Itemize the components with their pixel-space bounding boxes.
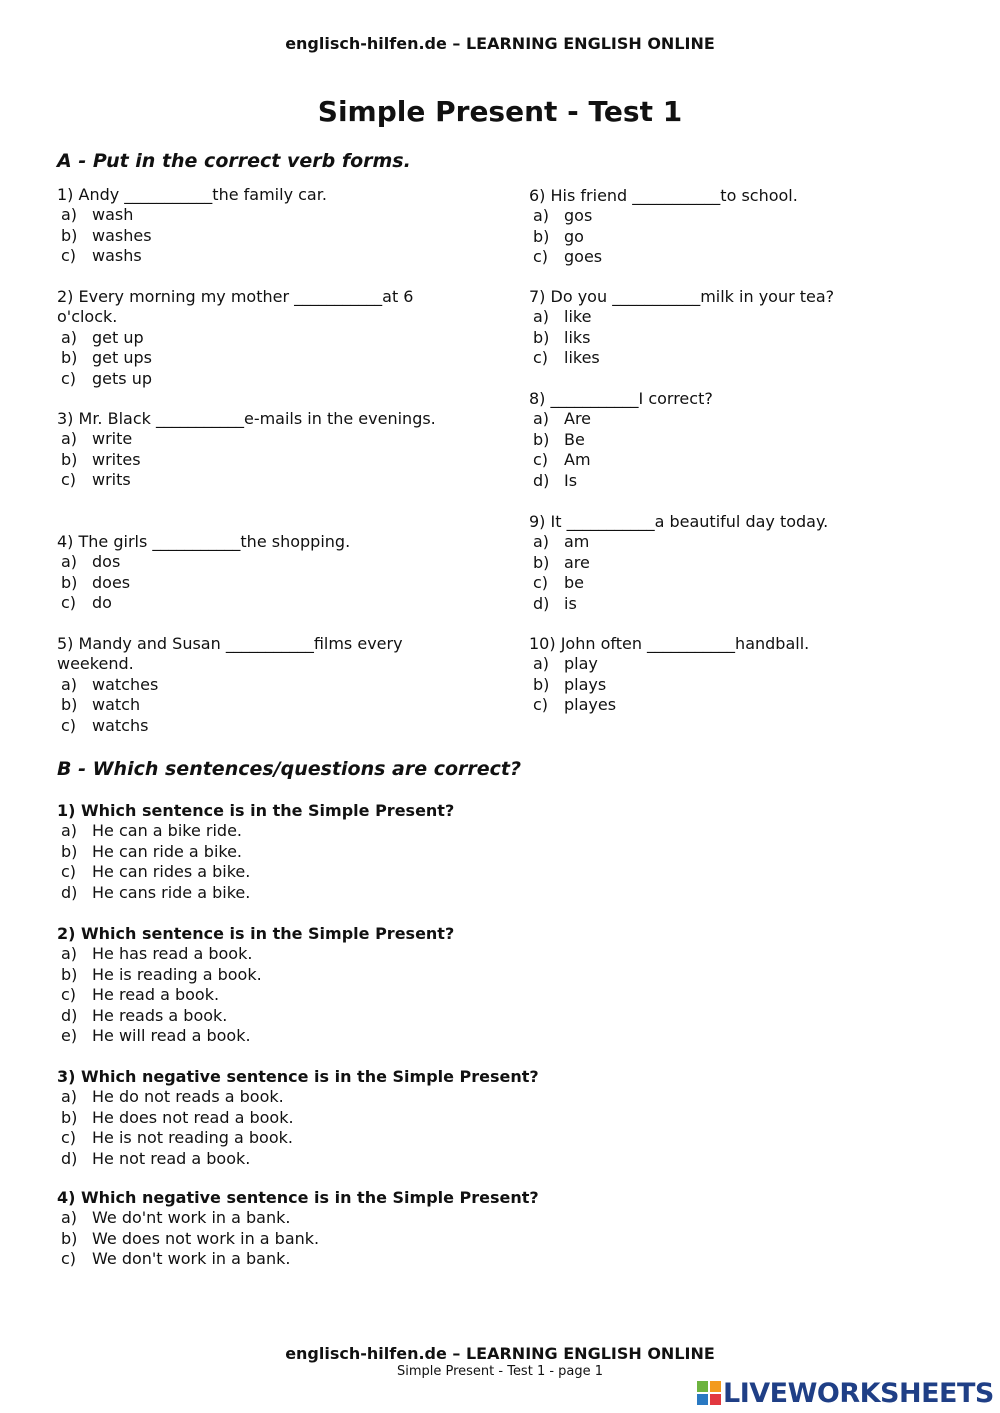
answer-option[interactable]: b) does [61, 572, 131, 592]
answer-option[interactable]: d) He reads a book. [61, 1005, 228, 1025]
answer-option[interactable]: c) He is not reading a book. [61, 1128, 293, 1148]
question-a3 [57, 409, 477, 491]
question-stem: 2) Which sentence is in the Simple Present? [57, 924, 455, 943]
answer-option[interactable]: b) liks [533, 327, 591, 347]
answer-option[interactable]: c) goes [533, 247, 603, 267]
question-b3 [57, 1067, 937, 1169]
question-b1 [57, 801, 937, 903]
answer-option[interactable]: b) plays [533, 674, 607, 694]
logo-square-orange [710, 1381, 721, 1392]
answer-option[interactable]: c) writs [61, 470, 131, 490]
answer-option[interactable]: c) washs [61, 246, 142, 266]
answer-option[interactable]: a) watches [61, 674, 159, 694]
answer-option[interactable]: c) He can rides a bike. [61, 862, 251, 882]
question-stem: 4) Which negative sentence is in the Simple Present? [57, 1188, 539, 1207]
answer-option[interactable]: a) play [533, 654, 598, 674]
answer-option[interactable]: b) are [533, 552, 590, 572]
answer-option[interactable]: d) Is [533, 470, 578, 490]
question-stem: 3) Which negative sentence is in the Simple Present? [57, 1067, 539, 1086]
answer-option[interactable]: a) He has read a book. [61, 944, 253, 964]
question-a2 [57, 287, 477, 389]
question-stem: 7) Do you ___________milk in your tea? [529, 287, 835, 306]
question-stem: 3) Mr. Black ___________e-mails in the evenings. [57, 409, 436, 428]
answer-option[interactable]: b) go [533, 226, 584, 246]
page-title: Simple Present - Test 1 [317, 95, 683, 128]
question-stem: 8) ___________I correct? [529, 389, 713, 408]
answer-option[interactable]: c) Am [533, 450, 591, 470]
answer-option[interactable]: c) watchs [61, 715, 149, 735]
answer-option[interactable]: b) We does not work in a bank. [61, 1228, 320, 1248]
answer-option[interactable]: d) He not read a book. [61, 1148, 251, 1168]
answer-option[interactable]: e) He will read a book. [61, 1026, 251, 1046]
question-a7 [529, 287, 949, 369]
answer-option[interactable]: d) is [533, 593, 577, 613]
logo-square-green [697, 1381, 708, 1392]
answer-option[interactable]: a) write [61, 429, 133, 449]
answer-option[interactable]: c) be [533, 573, 584, 593]
answer-option[interactable]: b) He is reading a book. [61, 964, 262, 984]
answer-option[interactable]: b) get ups [61, 348, 152, 368]
section-b-heading: B - Which sentences/questions are correct? [57, 758, 522, 780]
logo-square-blue [697, 1394, 708, 1405]
question-stem: 10) John often ___________handball. [529, 634, 810, 653]
answer-option[interactable]: c) likes [533, 348, 600, 368]
question-stem: 4) The girls ___________the shopping. [57, 532, 351, 551]
liveworksheets-mark-icon [697, 1381, 721, 1405]
question-stem: 1) Andy ___________the family car. [57, 185, 327, 204]
answer-option[interactable]: a) gos [533, 206, 593, 226]
answer-option[interactable]: b) writes [61, 449, 141, 469]
question-b4 [57, 1188, 937, 1270]
answer-option[interactable]: c) playes [533, 695, 617, 715]
answer-option[interactable]: b) washes [61, 225, 152, 245]
question-a9 [529, 512, 949, 614]
footer-page-label: Simple Present - Test 1 - page 1 [396, 1364, 604, 1379]
answer-option[interactable]: a) He do not reads a book. [61, 1087, 284, 1107]
answer-option[interactable]: a) am [533, 532, 590, 552]
question-stem: 6) His friend ___________to school. [529, 186, 798, 205]
answer-option[interactable]: a) We do'nt work in a bank. [61, 1208, 291, 1228]
page-header: englisch-hilfen.de – LEARNING ENGLISH ONLINE [285, 34, 715, 53]
liveworksheets-wordmark: LIVEWORKSHEETS [723, 1377, 994, 1409]
answer-option[interactable]: d) He cans ride a bike. [61, 882, 251, 902]
liveworksheets-logo [697, 1376, 994, 1410]
question-a1 [57, 185, 477, 267]
question-a5 [57, 634, 477, 736]
answer-option[interactable]: a) get up [61, 327, 144, 347]
question-b2 [57, 924, 937, 1046]
answer-option[interactable]: c) do [61, 593, 112, 613]
section-a-heading: A - Put in the correct verb forms. [57, 150, 411, 172]
answer-option[interactable]: c) He read a book. [61, 985, 220, 1005]
question-a6 [529, 186, 949, 268]
question-stem: 1) Which sentence is in the Simple Present? [57, 801, 455, 820]
logo-square-red [710, 1394, 721, 1405]
answer-option[interactable]: a) He can a bike ride. [61, 821, 243, 841]
footer-site: englisch-hilfen.de – LEARNING ENGLISH ONLINE [285, 1344, 715, 1363]
answer-option[interactable]: b) He can ride a bike. [61, 841, 243, 861]
answer-option[interactable]: a) Are [533, 409, 592, 429]
answer-option[interactable]: a) wash [61, 205, 134, 225]
answer-option[interactable]: a) like [533, 307, 592, 327]
question-stem: 2) Every morning my mother ___________at 6 o'clock. [57, 287, 414, 327]
answer-option[interactable]: c) We don't work in a bank. [61, 1249, 291, 1269]
question-a4 [57, 532, 477, 614]
answer-option[interactable]: b) watch [61, 695, 141, 715]
answer-option[interactable]: b) He does not read a book. [61, 1107, 294, 1127]
question-a8 [529, 389, 949, 491]
question-stem: 9) It ___________a beautiful day today. [529, 512, 829, 531]
answer-option[interactable]: a) dos [61, 552, 121, 572]
answer-option[interactable]: c) gets up [61, 368, 152, 388]
answer-option[interactable]: b) Be [533, 429, 585, 449]
question-stem: 5) Mandy and Susan ___________films every weekend. [57, 634, 403, 674]
question-a10 [529, 634, 949, 716]
